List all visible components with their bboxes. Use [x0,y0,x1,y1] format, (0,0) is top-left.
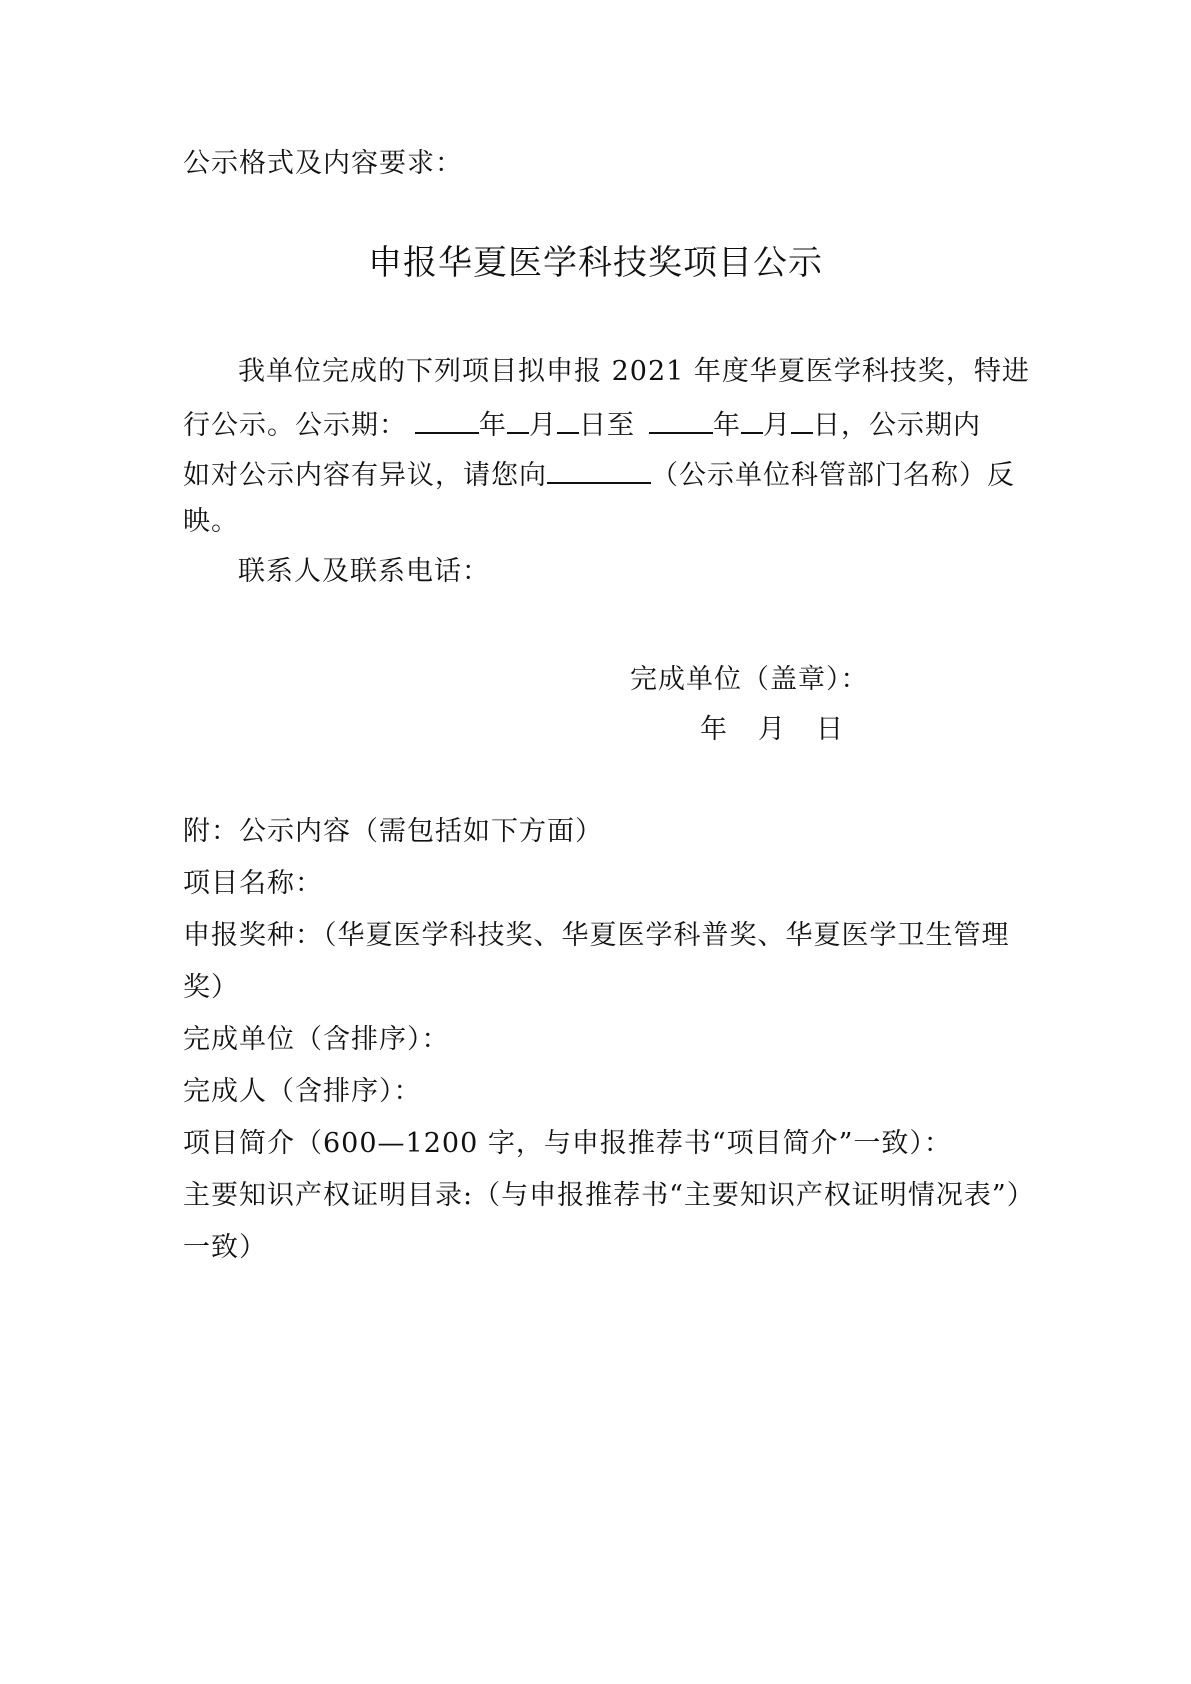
department-note: （公示单位科管部门名称）反 [651,460,1015,491]
paragraph-line-4: 映。 [183,506,239,537]
appendix-summary: 项目简介（600—1200 字，与申报推荐书“项目简介”一致）： [183,1128,952,1159]
end-day-blank [791,402,813,434]
contact-label: 联系人及联系电话： [238,556,490,587]
start-day-to-label: 日至 [579,410,635,441]
end-year-blank [649,402,713,434]
paragraph-line-2 [183,402,981,446]
start-year-label: 年 [479,410,507,441]
appendix-project-name: 项目名称： [183,868,323,899]
department-blank [547,452,651,484]
page-title: 申报华夏医学科技奖项目公示 [368,243,823,283]
start-year-blank [415,402,479,434]
appendix-award-type-line-1: 申报奖种：（华夏医学科技奖、华夏医学科普奖、华夏医学卫生管理 [183,920,1010,951]
paragraph-line-3 [183,452,1015,496]
appendix-persons: 完成人（含排序）： [183,1076,422,1107]
signature-month: 月 [758,714,786,745]
appendix-ip-line-2: 一致） [183,1232,267,1263]
appendix-units: 完成单位（含排序）： [183,1024,450,1055]
header-note: 公示格式及内容要求： [183,148,463,179]
signature-date [700,710,844,750]
signature-unit: 完成单位（盖章）： [630,664,869,695]
paragraph-line-1: 我单位完成的下列项目拟申报 2021 年度华夏医学科技奖，特进 [238,356,1030,387]
signature-year: 年 [700,714,728,745]
end-day-label: 日，公示期内 [813,410,981,441]
end-month-label: 月 [763,410,791,441]
start-month-blank [507,402,529,434]
start-day-blank [557,402,579,434]
end-year-label: 年 [713,410,741,441]
appendix-ip-line-1: 主要知识产权证明目录:（与申报推荐书“主要知识产权证明情况表”） [183,1180,1035,1211]
end-month-blank [741,402,763,434]
start-month-label: 月 [529,410,557,441]
appendix-award-type-line-2: 奖） [183,972,239,1003]
signature-day: 日 [816,714,844,745]
appendix-heading: 附：公示内容（需包括如下方面） [183,816,603,847]
objection-text: 如对公示内容有异议，请您向 [183,460,547,491]
publicity-period-label: 行公示。公示期： [183,410,407,441]
